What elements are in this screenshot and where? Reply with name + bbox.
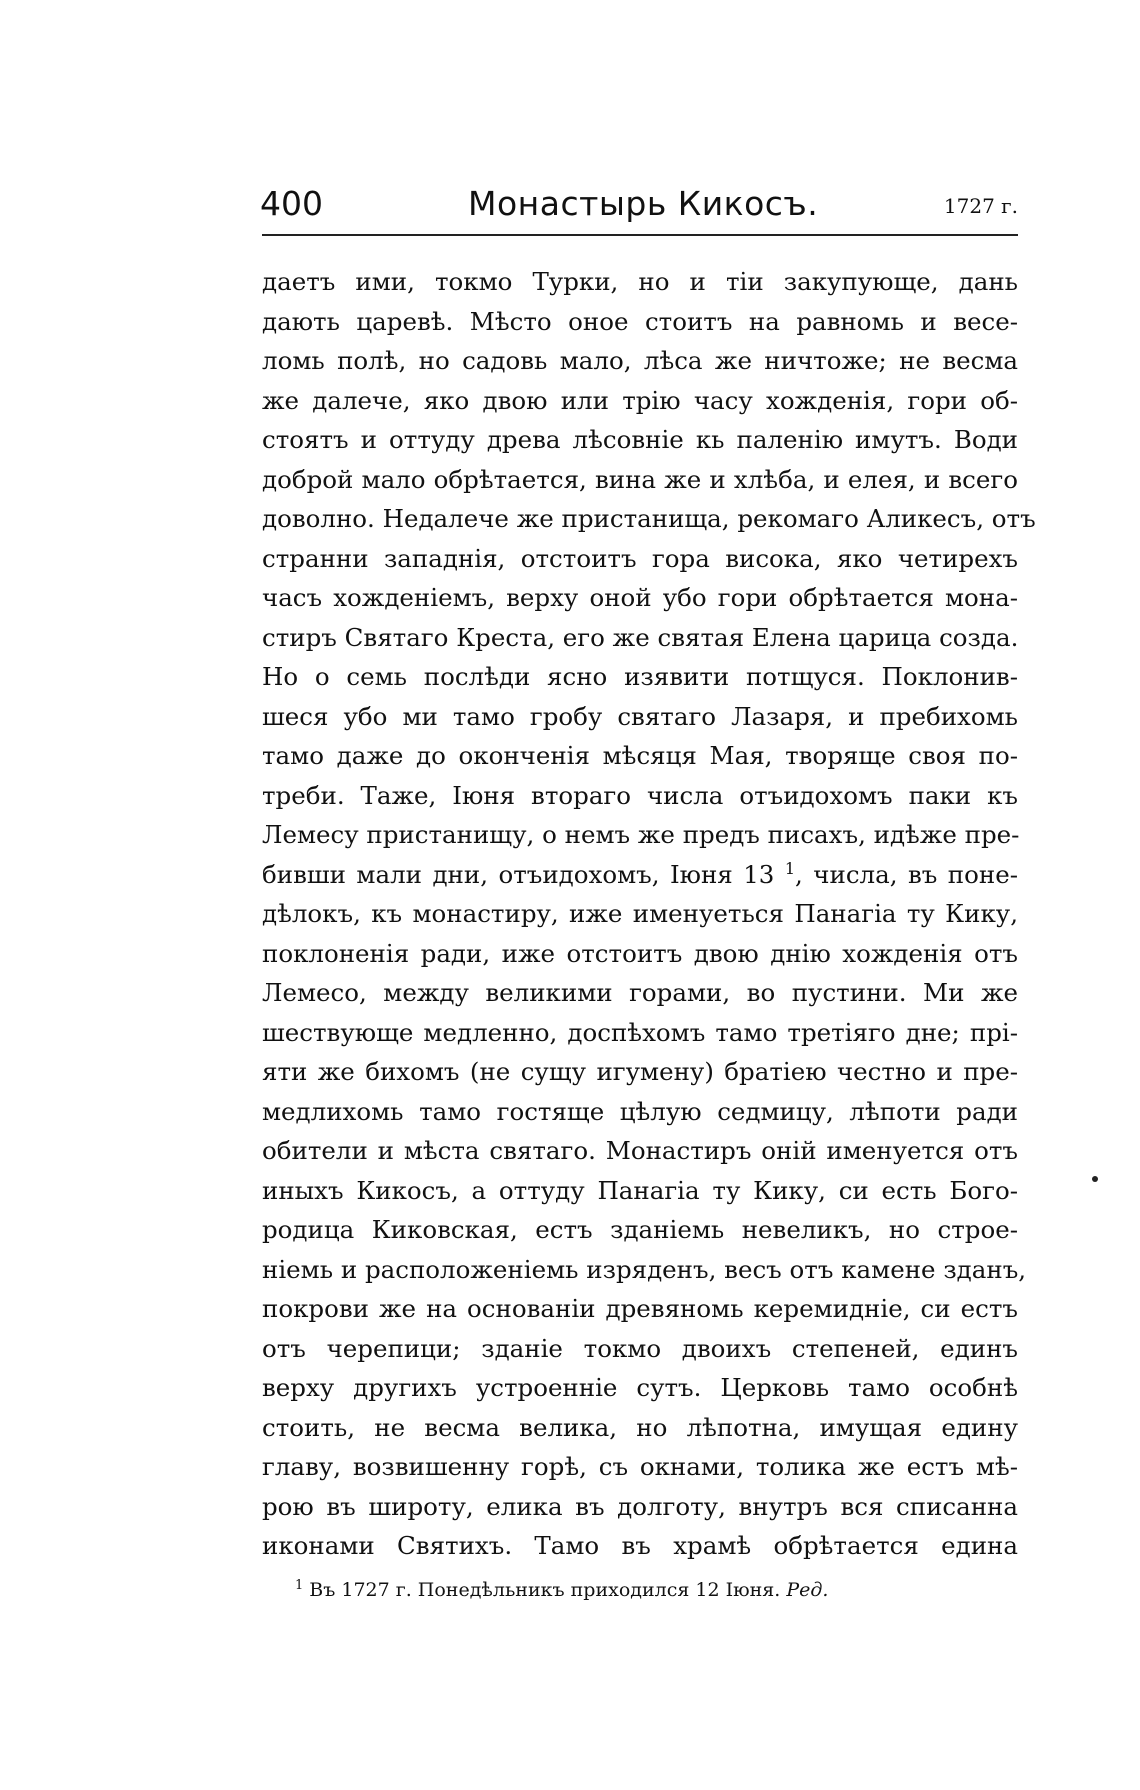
text-line: поклоненія ради, иже отстоитъ двою днію хожденія отъ — [262, 938, 1018, 968]
text-line: отъ черепици; зданіе токмо двоихъ степеней, единъ — [262, 1333, 1018, 1363]
scan-speck — [1092, 1176, 1098, 1182]
text-line: даетъ ими, токмо Турки, но и тіи закупующе, дань — [262, 267, 1018, 296]
text-line: странни западнія, отстоитъ гора висока, яко четирехъ — [262, 543, 1018, 573]
text-line-end: , числа, въ поне- — [795, 859, 1018, 889]
text-line: стоить, не весма велика, но лѣпотна, имущая едину — [262, 1412, 1018, 1442]
text-line: верху другихъ устроенніе сутъ. Церковь тамо особнѣ — [262, 1373, 1018, 1402]
running-year: 1727 г. — [943, 194, 1018, 218]
text-line: тамо даже до оконченія мѣсяця Мая, творяще своя по- — [262, 741, 1018, 770]
text-line: дають царевѣ. Мѣсто оное стоитъ на равномь и весе- — [262, 306, 1018, 336]
text-line: рою въ широту, елика въ долготу, внутръ вся списанна — [262, 1491, 1018, 1521]
footnote-reference: 1 — [784, 858, 796, 878]
text-line: медлихомь тамо гостяще цѣлую седмицу, лѣпоти ради — [262, 1096, 1018, 1126]
text-line: Лемесу пристанищу, о немъ же предъ писахъ, идѣже пре- — [262, 820, 1020, 849]
footnote-editor-note: Ред. — [786, 1579, 829, 1601]
text-line: родица Киковская, естъ зданіемь невеликъ, но строе- — [262, 1215, 1018, 1244]
text-line-with-footnote-ref — [262, 855, 1018, 895]
text-line: ломь полѣ, но садовь мало, лѣса же ничтоже; не весма — [262, 346, 1018, 375]
text-line: шествующе медленно, доспѣхомъ тамо третіяго дне; прі- — [262, 1017, 1018, 1047]
text-line: Лемесо, между великими горами, во пустини. Ми же — [262, 978, 1018, 1007]
footnote-mark: 1 — [295, 1577, 304, 1593]
text-line: главу, возвишенну горѣ, съ окнами, толика же естъ мѣ- — [262, 1452, 1018, 1481]
running-title: Монастырь Кикосъ. — [468, 184, 819, 223]
text-line: покрови же на основаніи древяномь керемидніе, си естъ — [262, 1294, 1018, 1323]
text-line: часъ хожденіемъ, верху оной убо гори обрѣтается мона- — [262, 583, 1018, 612]
text-line: дѣлокъ, къ монастиру, иже именуеться Панагіа ту Кику, — [262, 899, 1018, 928]
text-line: иныхъ Кикосъ, а оттуду Панагіа ту Кику, си есть Бого- — [262, 1175, 1018, 1205]
text-line: же далече, яко двою или трію часу хожденія, гори об- — [262, 385, 1018, 415]
footnote-text: Въ 1727 г. Понедѣльникъ приходился 12 Іюня. — [309, 1579, 781, 1601]
text-line: треби. Таже, Іюня втораго числа отъидохомъ паки къ — [262, 780, 1018, 810]
text-line: обители и мѣста святаго. Монастиръ оній именуется отъ — [262, 1136, 1018, 1165]
text-line: доволно. Недалече же пристанища, рекомаго Аликесъ, отъ — [262, 504, 1036, 533]
running-head — [260, 184, 1018, 228]
text-line: яти же бихомъ (не сущу игумену) братіею честно и пре- — [262, 1057, 1018, 1086]
text-line: шеся убо ми тамо гробу святаго Лазаря, и пребихомь — [262, 701, 1018, 731]
text-line: иконами Святихъ. Тамо въ храмѣ обрѣтается едина — [262, 1531, 1018, 1560]
text-line: Но о семь послѣди ясно изявити потщуся. Поклонив- — [262, 662, 1018, 691]
page-number: 400 — [260, 184, 323, 223]
text-line-start: бивши мали дни, отъидохомъ, Іюня 13 — [262, 859, 775, 889]
text-line: стоятъ и оттуду древа лѣсовніе кь паленію имутъ. Води — [262, 425, 1018, 454]
text-line: стиръ Святаго Креста, его же святая Елена царица созда. — [262, 622, 1019, 652]
header-rule — [262, 234, 1018, 236]
body-text — [262, 262, 1036, 1566]
text-line: ніемь и расположеніемь изряденъ, весъ отъ камене зданъ, — [262, 1254, 1027, 1284]
text-line: доброй мало обрѣтается, вина же и хлѣба, и елея, и всего — [262, 464, 1018, 494]
footnote — [295, 1576, 895, 1604]
